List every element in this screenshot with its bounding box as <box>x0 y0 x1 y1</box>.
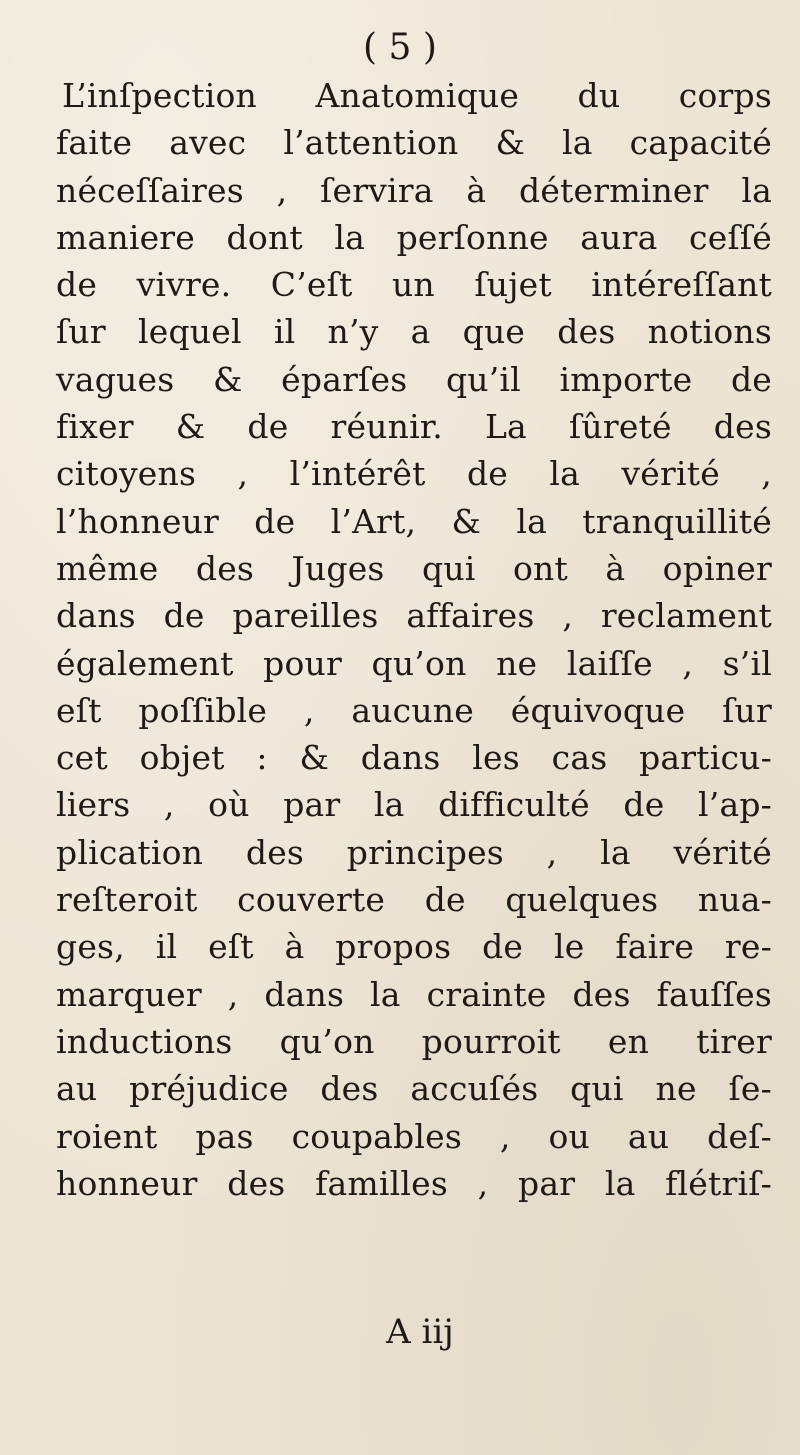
text-line: liers , où par la difficulté de l’ap- <box>56 785 772 825</box>
text-line: citoyens , l’intérêt de la vérité , <box>56 454 772 494</box>
text-line: maniere dont la perſonne aura ceſſé <box>56 217 772 257</box>
text-line: roient pas coupables , ou au deſ- <box>56 1116 772 1156</box>
text-line: marquer , dans la crainte des fauſſes <box>56 974 772 1014</box>
text-line: ges, il eſt à propos de le faire re- <box>56 927 772 967</box>
text-line: fixer & de réunir. La ſûreté des <box>56 407 772 447</box>
signature-mark: A iij <box>386 1312 454 1352</box>
text-line: ſur lequel il n’y a que des notions <box>56 312 772 352</box>
text-line: dans de pareilles affaires , reclament <box>56 596 772 636</box>
text-line: vagues & éparſes qu’il importe de <box>56 359 772 399</box>
text-line: même des Juges qui ont à opiner <box>56 548 772 588</box>
text-line: inductions qu’on pourroit en tirer <box>56 1021 772 1061</box>
text-line: reſteroit couverte de quelques nua- <box>56 880 772 920</box>
text-line: L’inſpection Anatomique du corps <box>62 76 772 115</box>
text-line: de vivre. C’eſt un ſujet intéreſſant <box>56 265 772 305</box>
text-line: également pour qu’on ne laiſſe , s’il <box>56 643 772 683</box>
body-text <box>56 72 772 1207</box>
text-line: plication des principes , la vérité <box>56 832 772 872</box>
text-line: cet objet : & dans les cas particu- <box>56 738 772 778</box>
text-line: eſt poſſible , aucune équivoque ſur <box>56 690 772 730</box>
text-line: néceſſaires , ſervira à déterminer la <box>56 170 772 210</box>
text-line: l’honneur de l’Art, & la tranquillité <box>56 501 772 541</box>
text-line: faite avec l’attention & la capacité <box>56 123 772 163</box>
page-number: ( 5 ) <box>363 27 437 68</box>
text-line: honneur des familles , par la flétriſ- <box>56 1163 772 1203</box>
text-line: au préjudice des accuſés qui ne ſe- <box>56 1069 772 1109</box>
